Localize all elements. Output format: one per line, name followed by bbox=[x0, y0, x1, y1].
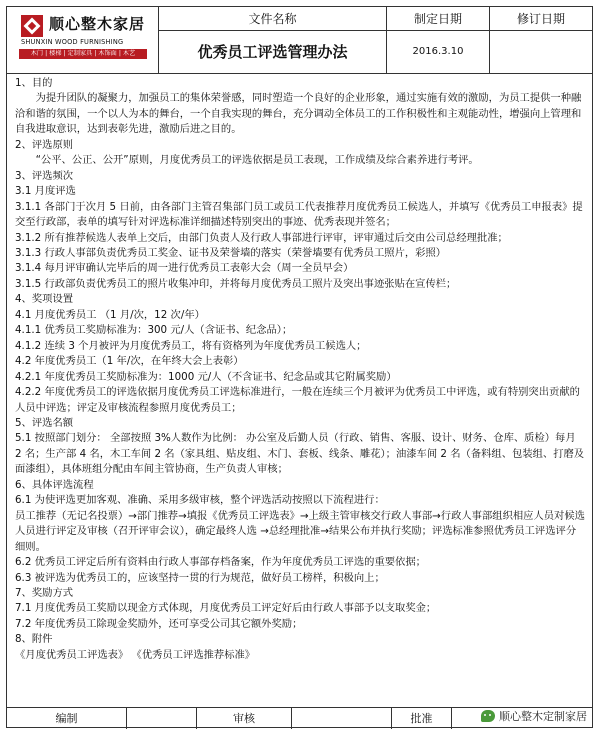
revise-date-value bbox=[490, 31, 592, 73]
section-heading: 1、目的 bbox=[15, 77, 53, 89]
logo-name: 顺心整木家居 bbox=[49, 15, 146, 33]
header-revise-date-label: 修订日期 bbox=[490, 7, 592, 31]
paragraph: 3.1.4 每月评审确认完毕后的周一进行优秀员工表彰大会（周一全员早会） bbox=[15, 262, 354, 275]
header-filename-label: 文件名称 bbox=[159, 7, 387, 31]
document-form bbox=[6, 6, 593, 728]
section-heading: 3、评选频次 bbox=[15, 169, 74, 182]
paragraph: 4.1.1 优秀员工奖励标准为：300 元/人（含证书、纪念品）； bbox=[15, 324, 293, 337]
section-heading: 4、奖项设置 bbox=[15, 293, 74, 306]
paragraph: 7.1 月度优秀员工奖励以现金方式体现，月度优秀员工评定好后由行政人事部予以支取奖金； bbox=[15, 602, 437, 615]
issue-date-value: 2016.3.10 bbox=[387, 31, 490, 73]
paragraph: 3.1 月度评选 bbox=[15, 185, 76, 198]
logo-english: SHUNXIN WOOD FURNISHING bbox=[21, 38, 124, 46]
paragraph: 7.2 年度优秀员工除现金奖励外，还可享受公司其它额外奖励； bbox=[15, 617, 303, 630]
logo-mark-icon bbox=[21, 15, 43, 37]
paragraph: 6.3 被评选为优秀员工的，应该坚持一贯的行为规范，做好员工榜样，积极向上； bbox=[15, 571, 385, 584]
document-body bbox=[15, 76, 585, 663]
section-heading: 5、评选名额 bbox=[15, 416, 74, 429]
reviewed-signature-field[interactable] bbox=[292, 708, 392, 729]
logo-tagline: 木门 | 楼梯 | 定制家具 | 木饰面 | 木艺 bbox=[19, 49, 147, 59]
approved-label: 批准 bbox=[392, 708, 452, 729]
paragraph: 5.1 按照部门划分： 全部按照 3%人数作为比例： 办公室及后勤人员（行政、销售、客服、设计、财务、仓库、质检）每月 2 名；生产部 4 名，木工车间 2 名（家具组、贴皮组、木门、套板、线条、雕花）；油漆车间 2 名（备料组、包装组、打磨及面漆组），具体班组分配由车间主管协商，生产负责人审核； bbox=[15, 432, 585, 476]
prepared-label: 编制 bbox=[7, 708, 127, 729]
reviewed-label: 审核 bbox=[197, 708, 292, 729]
section-heading: 8、附件 bbox=[15, 633, 53, 646]
section-heading: 6、具体评选流程 bbox=[15, 478, 94, 491]
paragraph: 3.1.1 各部门于次月 5 日前，由各部门主管召集部门员工或员工代表推荐月度优秀员工候选人，并填写《优秀员工申报表》提交至行政部，表单的填写针对评选标准详细描述特别突出的事迹、优秀表现并签名； bbox=[15, 200, 583, 229]
paragraph: 为提升团队的凝聚力，加强员工的集体荣誉感，同时塑造一个良好的企业形象，通过实施有效的激励，为员工提供一种融洽和谐的氛围，一个以人为本的舞台，一个自我实现的舞台，充分调动全体员工的工作积极性和主观能动性，增强向上管理和自我进取意识，达到表彰先进，激励后进之目的。 bbox=[15, 92, 582, 136]
paragraph: 6.1 为使评选更加客观、准确、采用多级审核，整个评选活动按照以下流程进行： bbox=[15, 494, 385, 507]
section-heading: 7、奖励方式 bbox=[15, 586, 74, 599]
prepared-signature-field[interactable] bbox=[127, 708, 197, 729]
paragraph: 3.1.5 行政部负责优秀员工的照片收集冲印，并将每月度优秀员工照片及突出事迹张贴在宣传栏； bbox=[15, 277, 457, 290]
paragraph: 3.1.3 行政人事部负责优秀员工奖金、证书及荣誉墙的落实（荣誉墙要有优秀员工照片，彩照） bbox=[15, 246, 447, 259]
form-header bbox=[7, 7, 592, 74]
document-title: 优秀员工评选管理办法 bbox=[159, 31, 387, 73]
paragraph: 4.2.2 年度优秀员工的评选依据月度优秀员工评选标准进行，一般在连续三个月被评为优秀员工中评选，或有特别突出贡献的人员中评选；评定及审核流程参照月度优秀员工； bbox=[15, 386, 580, 414]
paragraph: 3.1.2 所有推荐候选人表单上交后，由部门负责人及行政人事部进行评审，评审通过后交由公司总经理批准； bbox=[15, 231, 508, 244]
watermark-text: 顺心整木定制家居 bbox=[499, 710, 587, 723]
paragraph: 员工推荐（无记名投票）→部门推荐→填报《优秀员工评选表》→上级主管审核交行政人事部→行政人事部组织相应人员对候选人员进行评定及审核（召开评审会议），确定最终人选 →总经理批准→结果公布并执行奖励；评选标准参照优秀员工评选评分细则。 bbox=[15, 509, 585, 553]
wechat-icon bbox=[481, 710, 495, 722]
paragraph: 4.1 月度优秀员工 （1 月/次，12 次/年） bbox=[15, 308, 205, 321]
paragraph: 4.2.1 年度优秀员工奖励标准为：1000 元/人（不含证书、纪念品或其它附属奖励） bbox=[15, 370, 397, 383]
company-logo bbox=[7, 7, 159, 73]
paragraph: “公平、公正、公开”原则，月度优秀员工的评选依据是员工表现，工作成绩及综合素养进行考评。 bbox=[35, 154, 479, 167]
attachments-line: 《月度优秀员工评选表》 《优秀员工评选推荐标准》 bbox=[15, 648, 256, 661]
header-issue-date-label: 制定日期 bbox=[387, 7, 490, 31]
paragraph: 4.2 年度优秀员工（1 年/次，在年终大会上表彰） bbox=[15, 355, 244, 368]
paragraph: 6.2 优秀员工评定后所有资料由行政人事部存档备案，作为年度优秀员工评选的重要依据； bbox=[15, 556, 426, 569]
paragraph: 4.1.2 连续 3 个月被评为月度优秀员工，将有资格列为年度优秀员工候选人； bbox=[15, 339, 367, 352]
watermark bbox=[478, 708, 590, 724]
section-heading: 2、评选原则 bbox=[15, 138, 74, 151]
